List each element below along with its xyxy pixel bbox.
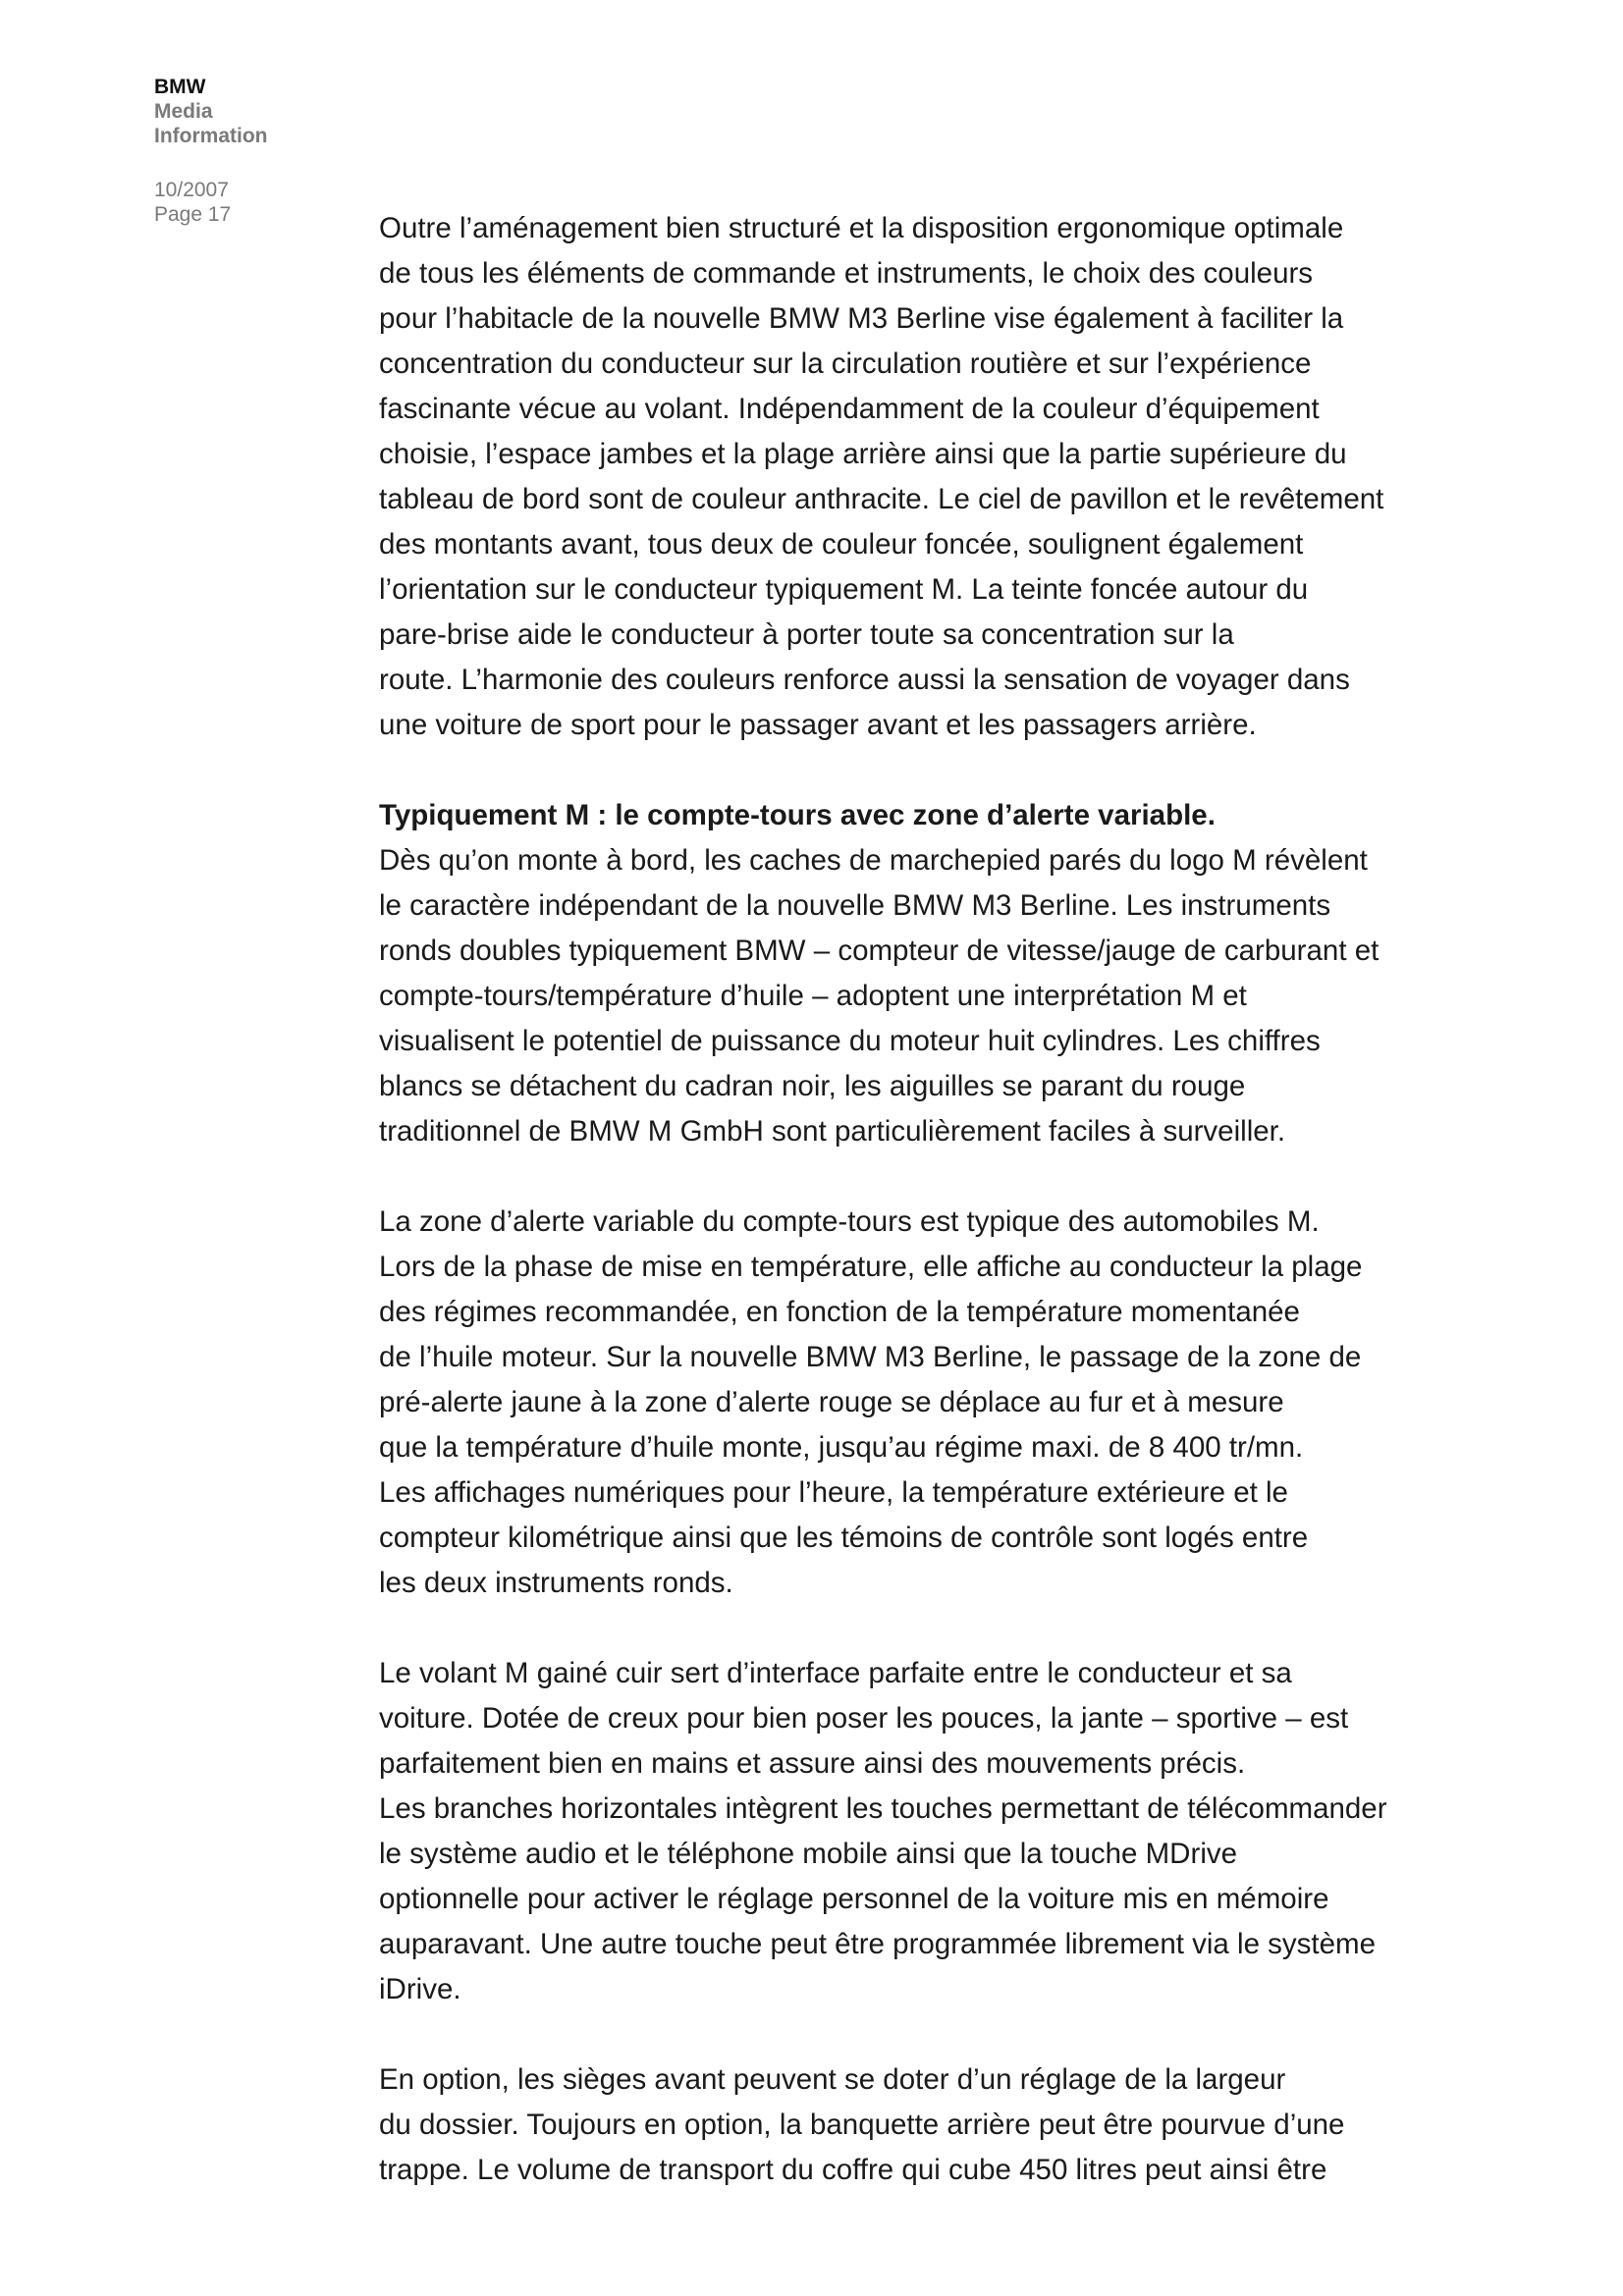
body-text xyxy=(379,206,1420,2238)
text-line: blancs se détachent du cadran noir, les aiguilles se parant du rouge xyxy=(379,1070,1246,1102)
text-line: des régimes recommandée, en fonction de la température momentanée xyxy=(379,1296,1300,1328)
text-line: trappe. Le volume de transport du coffre qui cube 450 litres peut ainsi être xyxy=(379,2154,1327,2186)
brand-block xyxy=(154,75,351,148)
text-line: route. L’harmonie des couleurs renforce aussi la sensation de voyager dans xyxy=(379,664,1350,696)
brand-name: BMW xyxy=(154,76,206,98)
text-line: Lors de la phase de mise en température, elle affiche au conducteur la plage xyxy=(379,1251,1363,1283)
text-line: Les affichages numériques pour l’heure, la température extérieure et le xyxy=(379,1476,1288,1509)
paragraph xyxy=(379,793,1420,1154)
text-line: voiture. Dotée de creux pour bien poser les pouces, la jante – sportive – est xyxy=(379,1702,1349,1735)
text-line: Les branches horizontales intègrent les touches permettant de télécommander xyxy=(379,1792,1387,1825)
text-line: visualisent le potentiel de puissance du moteur huit cylindres. Les chiffres xyxy=(379,1025,1321,1057)
paragraph xyxy=(379,1651,1420,2012)
text-line: pré-alerte jaune à la zone d’alerte rouge se déplace au fur et à mesure xyxy=(379,1386,1284,1418)
text-line: du dossier. Toujours en option, la banquette arrière peut être pourvue d’une xyxy=(379,2109,1345,2141)
text-line: de tous les éléments de commande et instruments, le choix des couleurs xyxy=(379,257,1314,290)
text-line: La zone d’alerte variable du compte-tours est typique des automobiles M. xyxy=(379,1205,1320,1238)
text-line: que la température d’huile monte, jusqu’au régime maxi. de 8 400 tr/mn. xyxy=(379,1431,1304,1464)
brand-subtitle-media: Media xyxy=(154,100,213,123)
text-line: Dès qu’on monte à bord, les caches de marchepied parés du logo M révèlent xyxy=(379,844,1368,877)
text-line: pour l’habitacle de la nouvelle BMW M3 Berline vise également à faciliter la xyxy=(379,302,1344,335)
paragraph xyxy=(379,206,1420,748)
section-heading: Typiquement M : le compte-tours avec zone d’alerte variable. xyxy=(379,799,1216,831)
text-line: choisie, l’espace jambes et la plage arrière ainsi que la partie supérieure du xyxy=(379,438,1347,470)
text-line: concentration du conducteur sur la circulation routière et sur l’expérience xyxy=(379,347,1312,380)
paragraph xyxy=(379,1200,1420,1606)
document-meta xyxy=(154,178,351,227)
document-header xyxy=(154,75,351,227)
text-line: une voiture de sport pour le passager avant et les passagers arrière. xyxy=(379,709,1257,741)
text-line: Outre l’aménagement bien structuré et la disposition ergonomique optimale xyxy=(379,212,1344,244)
text-line: pare-brise aide le conducteur à porter toute sa concentration sur la xyxy=(379,618,1234,651)
text-line: tableau de bord sont de couleur anthracite. Le ciel de pavillon et le revêtement xyxy=(379,483,1384,515)
brand-subtitle-information: Information xyxy=(154,125,268,147)
document-date: 10/2007 xyxy=(154,179,229,201)
text-line: En option, les sièges avant peuvent se doter d’un réglage de la largeur xyxy=(379,2063,1286,2096)
text-line: fascinante vécue au volant. Indépendamment de la couleur d’équipement xyxy=(379,393,1320,425)
text-line: l’orientation sur le conducteur typiquement M. La teinte foncée autour du xyxy=(379,573,1309,606)
text-line: le système audio et le téléphone mobile ainsi que la touche MDrive xyxy=(379,1838,1238,1870)
text-line: Le volant M gainé cuir sert d’interface parfaite entre le conducteur et sa xyxy=(379,1657,1292,1689)
text-line: ronds doubles typiquement BMW – compteur de vitesse/jauge de carburant et xyxy=(379,934,1380,967)
text-line: le caractère indépendant de la nouvelle BMW M3 Berline. Les instruments xyxy=(379,889,1331,922)
text-line: iDrive. xyxy=(379,1973,461,2005)
text-line: de l’huile moteur. Sur la nouvelle BMW M3 Berline, le passage de la zone de xyxy=(379,1341,1362,1373)
text-line: des montants avant, tous deux de couleur foncée, soulignent également xyxy=(379,528,1304,561)
text-line: optionnelle pour activer le réglage personnel de la voiture mis en mémoire xyxy=(379,1883,1329,1915)
text-line: parfaitement bien en mains et assure ainsi des mouvements précis. xyxy=(379,1747,1246,1780)
text-line: traditionnel de BMW M GmbH sont particulièrement faciles à surveiller. xyxy=(379,1115,1286,1148)
text-line: les deux instruments ronds. xyxy=(379,1567,733,1599)
text-line: compte-tours/température d’huile – adoptent une interprétation M et xyxy=(379,980,1247,1012)
text-line: auparavant. Une autre touche peut être programmée librement via le système xyxy=(379,1928,1377,1960)
page-number: Page 17 xyxy=(154,203,232,226)
text-line: compteur kilométrique ainsi que les témoins de contrôle sont logés entre xyxy=(379,1522,1309,1554)
paragraph xyxy=(379,2057,1420,2193)
